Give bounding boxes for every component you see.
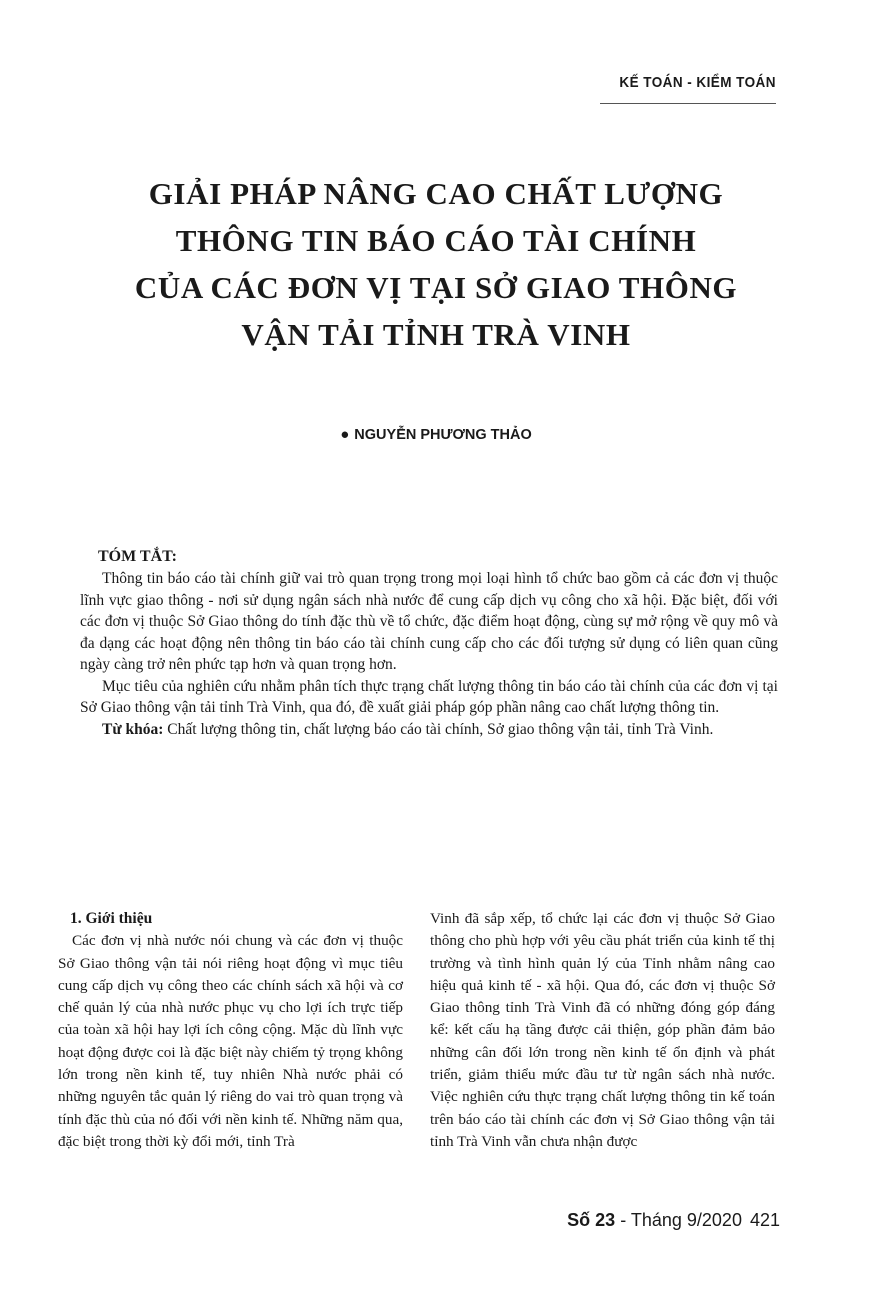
- author-name: NGUYỄN PHƯƠNG THẢO: [354, 427, 532, 443]
- abstract-paragraph: Mục tiêu của nghiên cứu nhằm phân tích thực trạng chất lượng thông tin báo cáo tài chính của các đơn vị tại Sở Giao thông vận tải tỉnh Trà Vinh, qua đó, đề xuất giải pháp góp phần nâng cao chất lượng thông tin.: [80, 677, 778, 716]
- page-number: 421: [749, 1210, 780, 1230]
- body-column-right: [430, 908, 775, 1153]
- issue-date: - Tháng 9/2020: [615, 1210, 742, 1230]
- title-line: GIẢI PHÁP NÂNG CAO CHẤT LƯỢNG: [148, 176, 724, 211]
- keywords-text: Chất lượng thông tin, chất lượng báo cáo tài chính, Sở giao thông vận tải, tỉnh Trà Vinh.: [163, 720, 714, 738]
- header-divider: [600, 103, 776, 104]
- title-line: VẬN TẢI TỈNH TRÀ VINH: [241, 317, 631, 352]
- author-byline: [0, 426, 872, 443]
- abstract-section: [80, 546, 778, 740]
- bullet-icon: ●: [340, 426, 350, 443]
- page-footer: [567, 1210, 780, 1231]
- body-column-left: [58, 908, 403, 1153]
- title-line: THÔNG TIN BÁO CÁO TÀI CHÍNH: [175, 223, 697, 258]
- keywords-label: Từ khóa:: [102, 720, 164, 738]
- keywords: [80, 719, 778, 741]
- abstract-heading: TÓM TẮT:: [98, 548, 177, 565]
- body-paragraph: Vinh đã sắp xếp, tổ chức lại các đơn vị thuộc Sở Giao thông cho phù hợp với yêu cầu phát triển của kinh tế thị trường và tình hình quản lý của Tỉnh nhằm nâng cao hiệu quả kinh tế - xã hội. Qua đó, các đơn vị thuộc Sở Giao thông tỉnh Trà Vinh đã có những đóng góp đáng kể: kết cấu hạ tầng được cải thiện, góp phần đảm bảo những cân đối lớn trong nền kinh tế ổn định và phát triển, giảm thiểu mức đầu tư từ ngân sách nhà nước. Việc nghiên cứu thực trạng chất lượng thông tin kế toán trên báo cáo tài chính các đơn vị Sở Giao thông vận tải tỉnh Trà Vinh vẫn chưa nhận được: [430, 910, 775, 1150]
- abstract-paragraph: Thông tin báo cáo tài chính giữ vai trò quan trọng trong mọi loại hình tổ chức bao gồm cả các đơn vị thuộc lĩnh vực giao thông - nơi sử dụng ngân sách nhà nước để cung cấp dịch vụ công cho xã hội. Đặc biệt, đối với các đơn vị thuộc Sở Giao thông do tính đặc thù về tổ chức, đặc điểm hoạt động, cùng sự mở rộng về quy mô và đa dạng các hoạt động nên thông tin báo cáo tài chính cung cấp cho các đối tượng sử dụng có liên quan cũng ngày càng trở nên phức tạp hơn và quan trọng hơn.: [80, 570, 778, 673]
- section-label: KẾ TOÁN - KIỂM TOÁN: [619, 74, 776, 91]
- title-line: CỦA CÁC ĐƠN VỊ TẠI SỞ GIAO THÔNG: [134, 270, 738, 305]
- issue-number: Số 23: [567, 1210, 616, 1230]
- section-heading: 1. Giới thiệu: [70, 910, 153, 927]
- body-paragraph: Các đơn vị nhà nước nói chung và các đơn vị thuộc Sở Giao thông vận tải nói riêng hoạt động vì mục tiêu cung cấp dịch vụ công theo các chính sách xã hội và cơ chế quản lý của nhà nước phục vụ cho lợi ích trực tiếp của toàn xã hội hay lợi ích công cộng. Mặc dù lĩnh vực hoạt động được coi là đặc biệt này chiếm tỷ trọng không lớn trong nền kinh tế, tuy nhiên Nhà nước phải có những nguyên tắc quản lý riêng do vai trò quan trọng và tính đặc thù của nó đối với nền kinh tế. Những năm qua, đặc biệt trong thời kỳ đổi mới, tỉnh Trà: [58, 932, 403, 1150]
- article-title: [80, 170, 792, 358]
